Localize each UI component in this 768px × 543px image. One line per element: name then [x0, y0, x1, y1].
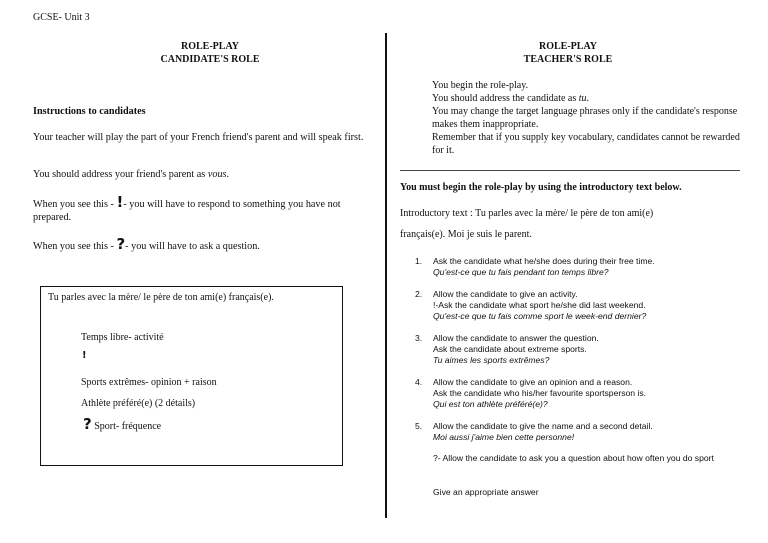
- card-exclamation-icon: !: [82, 350, 87, 361]
- instruction-para-4: [33, 235, 368, 253]
- para4-pre: When you see this -: [33, 241, 117, 252]
- exclamation-icon: !: [116, 193, 124, 211]
- task-french-prompt: Qui est ton athlète préféré(e)?: [433, 399, 548, 409]
- task-number: 2.: [415, 289, 423, 299]
- task-number: 3.: [415, 333, 423, 343]
- task-number: 4.: [415, 377, 423, 387]
- teacher-line-2: [432, 92, 742, 105]
- task-line-1: Allow the candidate to give an opinion and a reason.: [433, 377, 633, 387]
- teacher-title: [468, 40, 668, 66]
- card-item-1: Temps libre- activité: [81, 332, 164, 343]
- instructions-heading: Instructions to candidates: [33, 106, 146, 117]
- card-intro: Tu parles avec la mère/ le père de ton ami(e) français(e).: [48, 292, 274, 303]
- task-line-1: Allow the candidate to answer the question.: [433, 333, 599, 343]
- card-item-3: Sports extrêmes- opinion + raison: [81, 377, 217, 388]
- candidate-title-line2: CANDIDATE'S ROLE: [160, 54, 260, 65]
- intro-text-line-1: Introductory text : Tu parles avec la mère/ le père de ton ami(e): [400, 208, 654, 219]
- task-3: [415, 333, 735, 366]
- teacher-line-2-em: tu: [578, 93, 587, 104]
- must-begin-heading: You must begin the role-play by using the introductory text below.: [400, 182, 682, 193]
- task-french-prompt: Qu'est-ce que tu fais comme sport le week-end dernier?: [433, 311, 647, 321]
- column-divider: [385, 33, 387, 518]
- task-line-2: !-Ask the candidate what sport he/she did last weekend.: [433, 300, 646, 310]
- teacher-line-2-pre: You should address the candidate as: [432, 93, 579, 104]
- card-item-5: [83, 415, 161, 433]
- instruction-para-2: [33, 168, 368, 181]
- para3-pre: When you see this -: [33, 199, 117, 210]
- intro-text-line-2: français(e). Moi je suis le parent.: [400, 229, 532, 240]
- card-question-icon: ?: [83, 415, 92, 433]
- task-line-1: Allow the candidate to give an activity.: [433, 289, 578, 299]
- task-number: 1.: [415, 256, 423, 266]
- task-french-prompt: Moi aussi j'aime bien cette personne!: [433, 432, 575, 442]
- card-item-4: Athlète préféré(e) (2 détails): [81, 398, 196, 409]
- instruction-para-3: [33, 193, 368, 224]
- final-answer: Give an appropriate answer: [433, 487, 539, 497]
- teacher-line-4: Remember that if you supply key vocabulary, candidates cannot be rewarded for it.: [432, 132, 740, 156]
- candidate-title: [110, 40, 310, 66]
- card-item-5-text: Sport- fréquence: [91, 421, 162, 432]
- question-mark-icon: ?: [116, 235, 126, 253]
- role-play-card: [40, 286, 343, 466]
- task-line-1: Ask the candidate what he/she does during their free time.: [433, 256, 655, 266]
- teacher-line-3: You may change the target language phrases only if the candidate's response makes them inappropriate.: [432, 106, 738, 130]
- task-4: [415, 377, 735, 410]
- teacher-title-line2: TEACHER'S ROLE: [523, 54, 613, 65]
- instruction-para-1: Your teacher will play the part of your French friend's parent and will speak first.: [33, 132, 364, 143]
- teacher-line-2-post: .: [586, 93, 590, 104]
- final-question-text: ?- Allow the candidate to ask you a question about how often you do sport: [433, 453, 714, 463]
- para2-post: .: [226, 169, 230, 180]
- para3-post: - you will have to respond to something you have not prepared.: [33, 199, 341, 223]
- para2-pre: You should address your friend's parent as: [33, 169, 208, 180]
- task-line-2: Ask the candidate about extreme sports.: [433, 344, 587, 354]
- para4-post: - you will have to ask a question.: [125, 241, 260, 252]
- teacher-instructions: [432, 79, 742, 157]
- task-french-prompt: Tu aimes les sports extrêmes?: [433, 355, 550, 365]
- candidate-title-line1: ROLE-PLAY: [181, 41, 239, 52]
- task-french-prompt: Qu'est-ce que tu fais pendant ton temps libre?: [433, 267, 609, 277]
- task-line-2: Ask the candidate who his/her favourite sportsperson is.: [433, 388, 647, 398]
- para2-em: vous: [207, 169, 227, 180]
- task-line-1: Allow the candidate to give the name and a second detail.: [433, 421, 653, 431]
- task-2: [415, 289, 735, 322]
- final-question-task: [433, 453, 733, 464]
- document-header: GCSE- Unit 3: [33, 12, 90, 23]
- teacher-title-line1: ROLE-PLAY: [539, 41, 597, 52]
- task-1: [415, 256, 735, 278]
- horizontal-divider: [400, 170, 740, 171]
- task-5: [415, 421, 735, 443]
- teacher-line-1: You begin the role-play.: [432, 80, 529, 91]
- task-number: 5.: [415, 421, 423, 431]
